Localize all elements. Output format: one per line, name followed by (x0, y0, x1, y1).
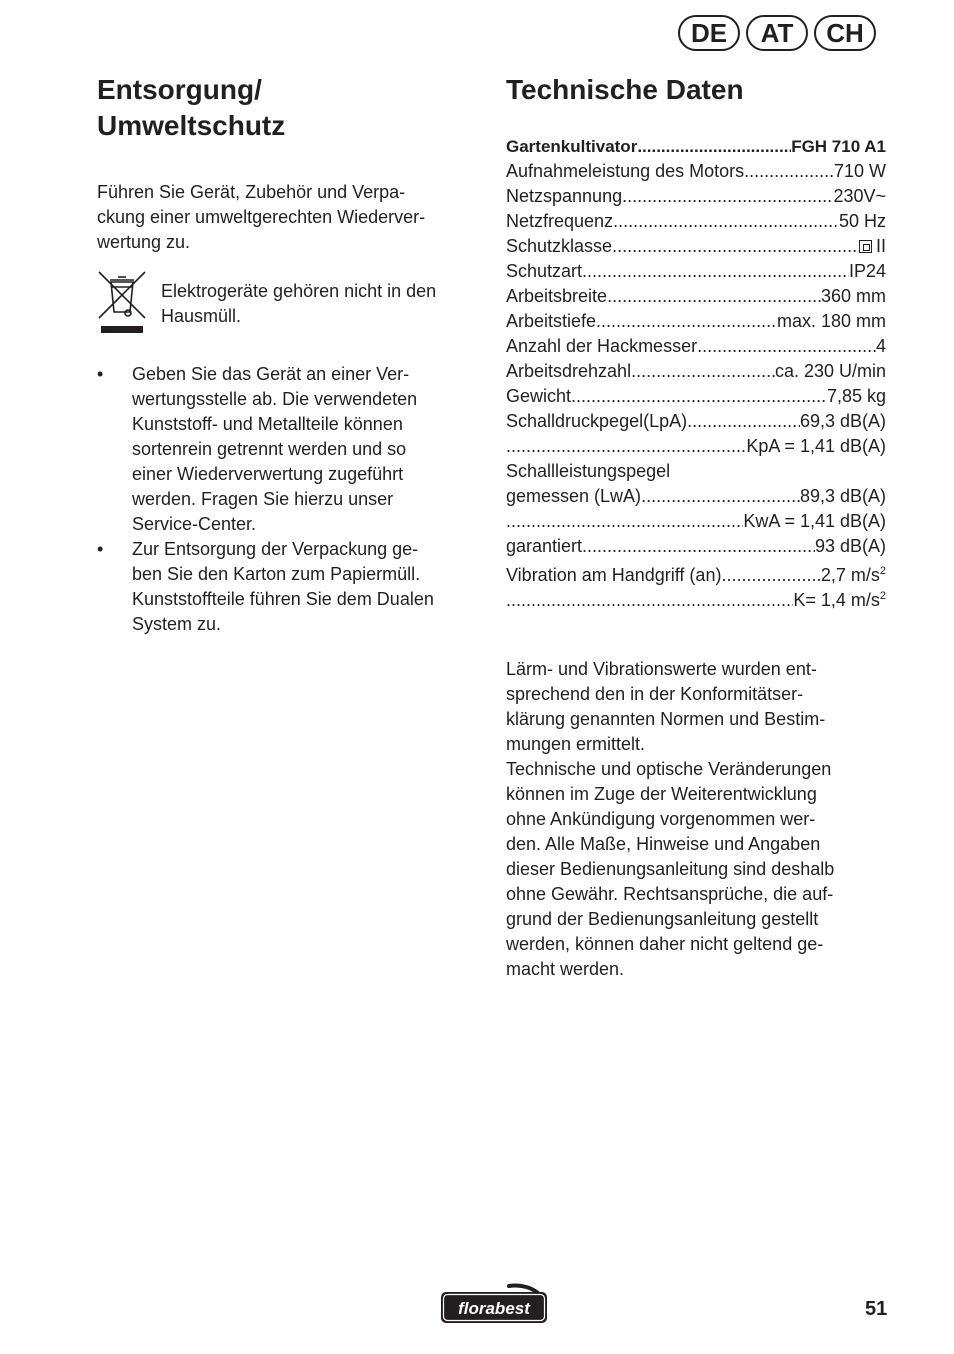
disposal-heading-line1: Entsorgung/ (97, 74, 262, 105)
spec-value-wrapper (849, 259, 886, 284)
language-badge-at: AT (746, 15, 808, 51)
spec-row (506, 434, 886, 459)
spec-row (506, 184, 886, 209)
spec-label: Anzahl der Hackmesser (506, 336, 698, 356)
spec-value: 4 (875, 336, 886, 356)
spec-row (506, 384, 886, 409)
spec-value: 2,7 m/s (820, 565, 880, 585)
spec-value: 7,85 kg (826, 386, 886, 406)
spec-row (506, 334, 886, 359)
spec-value: KwA = 1,41 dB(A) (743, 511, 886, 531)
spec-value: 360 mm (820, 286, 886, 306)
spec-row (506, 234, 886, 259)
spec-label: gemessen (LwA) (506, 486, 642, 506)
dot-leader (744, 159, 834, 184)
dot-leader (637, 134, 791, 159)
spec-value: IP24 (848, 261, 886, 281)
spec-row (506, 409, 886, 434)
spec-value: K= 1,4 m/s (793, 590, 880, 610)
dot-leader (582, 534, 815, 559)
dot-leader (607, 284, 821, 309)
disclaimer-note: Technische und optische Veränderungen können im Zuge der Weiterentwicklung ohne Ankündigung vorgenommen wer- den. Alle Maße, Hinweise und Angaben dieser Bedienungsanleitung sind deshalb ohne Gewähr. Rechtsansprüche, die auf- grund der Bedienungsanleitung gestellt werden, können daher nicht geltend ge- macht werden. (506, 759, 835, 979)
weee-text: Elektrogeräte gehören nicht in den Hausmüll. (161, 281, 437, 326)
spec-row (506, 309, 886, 334)
spec-label: Netzspannung (506, 186, 623, 206)
dot-leader (506, 509, 743, 534)
spec-label: garantiert (506, 536, 583, 556)
spec-value-wrapper (833, 184, 886, 209)
spec-value: II (875, 236, 886, 256)
spec-row (506, 359, 886, 384)
dot-leader (506, 588, 793, 613)
spec-value: FGH 710 A1 (791, 137, 886, 156)
language-badge-ch: CH (814, 15, 876, 51)
spec-row (506, 209, 886, 234)
spec-value: 230V~ (833, 186, 886, 206)
dot-leader (571, 384, 827, 409)
spec-value-wrapper (859, 234, 886, 259)
list-item-text: Zur Entsorgung der Verpackung ge- ben Sie den Karton zum Papiermüll. Kunststoffteile führen Sie dem Dualen System zu. (132, 539, 434, 634)
dot-leader (613, 209, 839, 234)
spec-label: Vibration am Handgriff (an) (506, 565, 722, 585)
spec-value-wrapper (746, 434, 886, 459)
spec-value: 50 Hz (838, 211, 886, 231)
disposal-section (97, 72, 479, 637)
spec-label: Gartenkultivator (506, 137, 638, 156)
disposal-heading (97, 72, 479, 144)
spec-value-wrapper (800, 409, 886, 434)
dot-leader (622, 184, 833, 209)
bullet-symbol: • (97, 539, 104, 559)
spec-value-wrapper (791, 134, 886, 159)
spec-value: 69,3 dB(A) (799, 411, 886, 431)
spec-value: 89,3 dB(A) (799, 486, 886, 506)
dot-leader (687, 409, 800, 434)
spec-value: 93 dB(A) (814, 536, 886, 556)
spec-row (506, 459, 886, 484)
spec-label: Schalldruckpegel(LpA) (506, 411, 688, 431)
spec-row (506, 534, 886, 559)
page-number: 51 (865, 1298, 888, 1320)
spec-value-wrapper (775, 359, 886, 384)
language-badge-de: DE (678, 15, 740, 51)
dot-leader (697, 334, 876, 359)
weee-notice (97, 270, 479, 334)
spec-label: Schallleistungspegel (506, 461, 671, 481)
spec-label: Gewicht (506, 386, 572, 406)
technical-data-heading: Technische Daten (506, 74, 744, 105)
dot-leader (582, 259, 849, 284)
florabest-logo (439, 1282, 549, 1326)
spec-row (506, 159, 886, 184)
spec-value-wrapper (743, 509, 886, 534)
superscript: 2 (879, 590, 886, 602)
disposal-intro: Führen Sie Gerät, Zubehör und Verpa- ckung einer umweltgerechten Wiederver- wertung zu. (97, 182, 426, 252)
spec-label: Schutzklasse (506, 236, 613, 256)
list-item (97, 362, 479, 537)
language-badges (678, 15, 876, 51)
bullet-symbol: • (97, 364, 104, 384)
spec-value-wrapper (876, 334, 886, 359)
dot-leader (596, 309, 777, 334)
disposal-heading-line2: Umweltschutz (97, 110, 286, 141)
superscript: 2 (879, 565, 886, 577)
spec-value: max. 180 mm (776, 311, 886, 331)
spec-value-wrapper (793, 584, 886, 613)
spec-row (506, 559, 886, 584)
spec-value-wrapper (815, 534, 886, 559)
spec-value-wrapper (839, 209, 886, 234)
dot-leader (612, 234, 859, 259)
spec-value-wrapper (821, 284, 886, 309)
spec-row (506, 259, 886, 284)
list-item (97, 537, 479, 637)
spec-value-wrapper (827, 384, 886, 409)
spec-value-wrapper (800, 484, 886, 509)
spec-table (506, 134, 886, 609)
spec-label: Arbeitsdrehzahl (506, 361, 632, 381)
technical-data-section (506, 72, 886, 982)
dot-leader (631, 359, 775, 384)
dot-leader (506, 434, 746, 459)
disposal-bullet-list (97, 362, 479, 637)
technical-notes (506, 657, 886, 982)
spec-label: Aufnahmeleistung des Motors (506, 161, 745, 181)
spec-value: 710 W (833, 161, 886, 181)
spec-label: Netzfrequenz (506, 211, 614, 231)
spec-value-wrapper (834, 159, 886, 184)
spec-row (506, 484, 886, 509)
spec-value: ca. 230 U/min (774, 361, 886, 381)
spec-row-model (506, 134, 886, 159)
spec-row (506, 284, 886, 309)
noise-vibration-note: Lärm- und Vibrationswerte wurden ent- sprechend den in der Konformitätser- klärung genannten Normen und Bestim- mungen ermittelt. (506, 659, 826, 754)
spec-label: Schutzart (506, 261, 583, 281)
spec-value-wrapper (777, 309, 886, 334)
spec-value: KpA = 1,41 dB(A) (746, 436, 886, 456)
crossed-out-wheelie-bin-icon (97, 270, 147, 334)
protection-class-ii-icon (859, 240, 872, 253)
list-item-text: Geben Sie das Gerät an einer Ver- wertungsstelle ab. Die verwendeten Kunststoff- und Metallteile können sortenrein getrennt werden und so einer Wiederverwertung zugeführt werden. Fragen Sie hierzu unser Service-Center. (132, 364, 418, 534)
dot-leader (641, 484, 800, 509)
spec-label: Arbeitsbreite (506, 286, 608, 306)
svg-text:florabest: florabest (458, 1299, 530, 1318)
spec-row (506, 509, 886, 534)
spec-row (506, 584, 886, 609)
spec-label: Arbeitstiefe (506, 311, 597, 331)
